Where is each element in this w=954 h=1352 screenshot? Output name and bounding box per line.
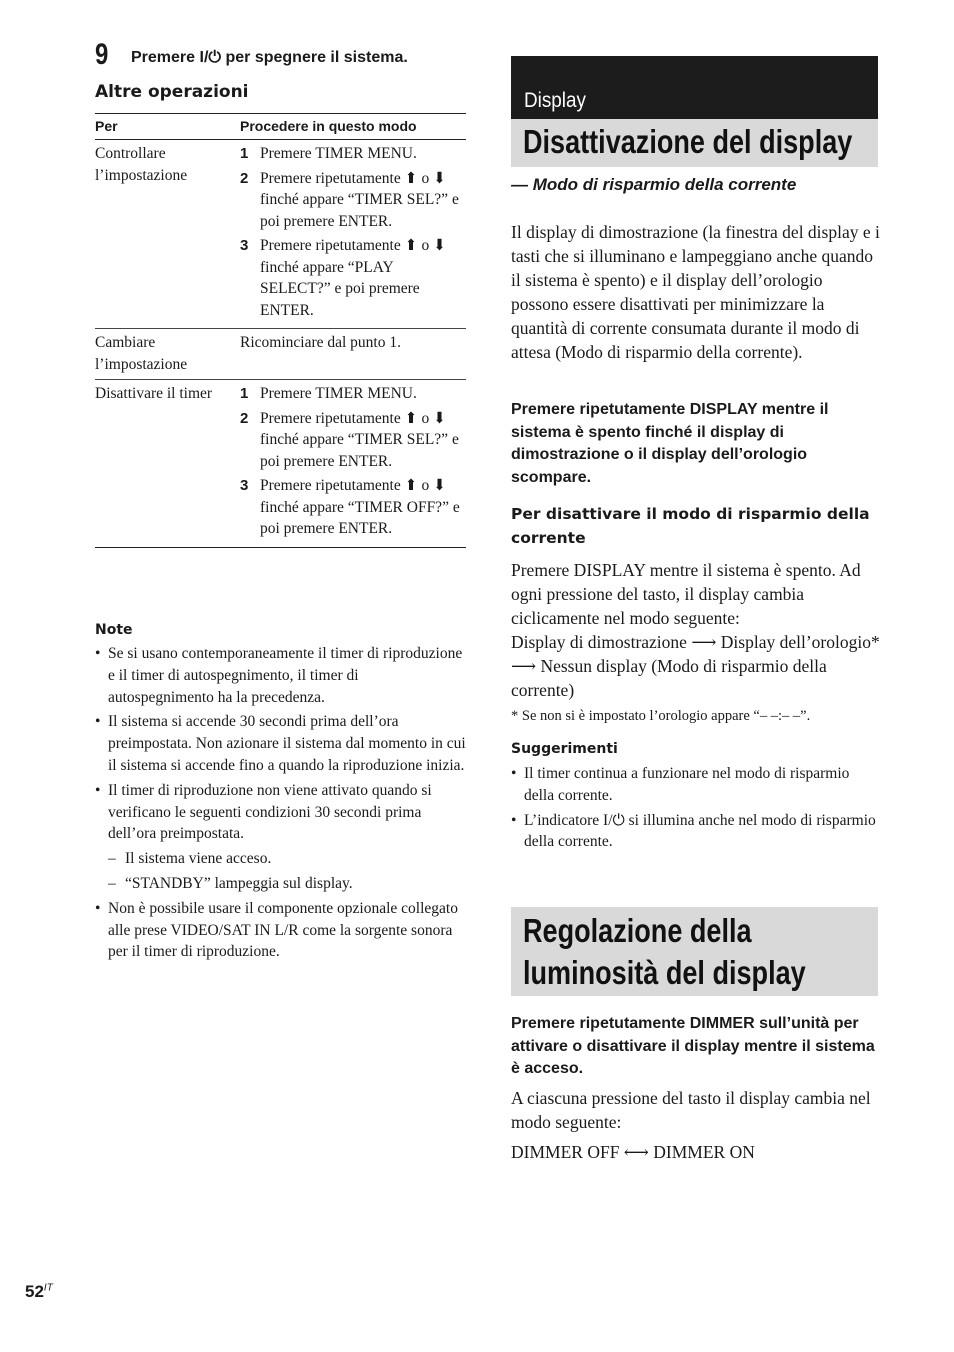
section-bar-label: Display — [524, 89, 586, 112]
table-row — [95, 380, 466, 548]
paragraph-dimmer: A ciascuna pressione del tasto il display cambia nel modo seguente: — [511, 1088, 871, 1132]
list-item: 2 Premere ripetutamente ⬆ o ⬇ finché appare “TIMER SEL?” e poi premere ENTER. — [240, 169, 459, 230]
tips-list — [511, 763, 883, 856]
page-suffix: IT — [43, 1282, 53, 1294]
list-item: 1 Premere TIMER MENU. — [240, 385, 417, 402]
table-cell-per: Controllare l’impostazione — [95, 140, 240, 329]
paragraph-cycle — [511, 558, 881, 702]
step-number: 9 — [95, 38, 109, 71]
step-text: Premere I/⏻ per spegnere il sistema. — [131, 49, 408, 66]
note-item: • Se si usano contemporaneamente il timer di riproduzione e il timer di autospegnimento, il timer di autospegnimento ha la precedenza. — [95, 643, 467, 708]
table-cell-procedure: Ricominciare dal punto 1. — [240, 329, 466, 380]
column-header-procedure: Procedere in questo modo — [240, 114, 466, 140]
section-title-altre-operazioni: Altre operazioni — [95, 82, 249, 102]
instruction-dimmer: Premere ripetutamente DIMMER sull’unità per attivare o disattivare il display mentre il sistema è acceso. — [511, 1015, 875, 1077]
instruction-display: Premere ripetutamente DISPLAY mentre il sistema è spento finché il display di dimostrazione o il display dell’orologio scompare. — [511, 401, 829, 486]
table-cell-per: Cambiare l’impostazione — [95, 329, 240, 380]
cycle-sequence: Display di dimostrazione ⟶ Display dell’orologio* ⟶ Nessun display (Modo di risparmio della corrente) — [511, 632, 880, 700]
table-cell-procedure — [240, 140, 466, 329]
list-item: 3 Premere ripetutamente ⬆ o ⬇ finché appare “TIMER OFF?” e poi premere ENTER. — [240, 477, 460, 537]
operations-table — [95, 113, 466, 548]
table-header-row — [95, 114, 466, 140]
note-item: • Il timer di riproduzione non viene attivato quando si verificano le seguenti condizioni 30 secondi prima dell’ora preimpostata. — [95, 780, 467, 845]
tips-title: Suggerimenti — [511, 741, 618, 757]
list-item: 2 Premere ripetutamente ⬆ o ⬇ finché appare “TIMER SEL?” e poi premere ENTER. — [240, 409, 459, 470]
note-subitem: – Il sistema viene acceso. — [95, 848, 467, 870]
note-item: • Non è possibile usare il componente opzionale collegato alle prese VIDEO/SAT IN L/R come la sorgente sonora per il timer di riproduzione. — [95, 898, 467, 963]
page-number — [25, 1282, 53, 1302]
table-row — [95, 140, 466, 329]
page-number-value: 52 — [25, 1282, 44, 1301]
section-bar-display — [511, 56, 878, 119]
list-item: 1 Premere TIMER MENU. — [240, 145, 417, 162]
table-cell-procedure — [240, 380, 466, 548]
dimmer-sequence: DIMMER OFF ⟷ DIMMER ON — [511, 1142, 755, 1162]
subheading-disattivare-risparmio: Per disattivare il modo di risparmio della corrente — [511, 505, 870, 547]
heading-disattivazione: Disattivazione del display — [523, 123, 853, 160]
heading-box-regolazione — [511, 907, 878, 996]
heading-box-disattivazione — [511, 119, 878, 167]
column-header-per: Per — [95, 114, 240, 140]
note-item: • Il sistema si accende 30 secondi prima dell’ora preimpostata. Non azionare il sistema dal momento in cui il sistema si accende fino a quando la riproduzione inizia. — [95, 711, 467, 776]
note-list — [95, 643, 467, 966]
step-9 — [95, 38, 475, 72]
list-item: 3 Premere ripetutamente ⬆ o ⬇ finché appare “PLAY SELECT?” e poi premere ENTER. — [240, 237, 447, 319]
tip-item: • L’indicatore I/⏻ si illumina anche nel modo di risparmio della corrente. — [511, 810, 883, 854]
tip-item: • Il timer continua a funzionare nel modo di risparmio della corrente. — [511, 763, 883, 807]
note-title: Note — [95, 622, 133, 638]
note-subitem: – “STANDBY” lampeggia sul display. — [95, 873, 467, 895]
table-row — [95, 329, 466, 380]
paragraph-cycle-text: Premere DISPLAY mentre il sistema è spento. Ad ogni pressione del tasto, il display cambia ciclicamente nel modo seguente: — [511, 560, 861, 628]
paragraph-intro: Il display di dimostrazione (la finestra del display e i tasti che si illuminano e lampeggiano anche quando il sistema è spento) e il display dell’orologio possono essere disattivati per minimizzare la quantità di corrente consumata durante il modo di attesa (Modo di risparmio della corrente). — [511, 222, 880, 362]
subheading-risparmio: — Modo di risparmio della corrente — [511, 175, 797, 194]
table-cell-per: Disattivare il timer — [95, 380, 240, 548]
footnote: * Se non si è impostato l’orologio appare “– –:– –”. — [511, 708, 811, 724]
heading-regolazione: Regolazione della luminosità del display — [523, 912, 806, 991]
